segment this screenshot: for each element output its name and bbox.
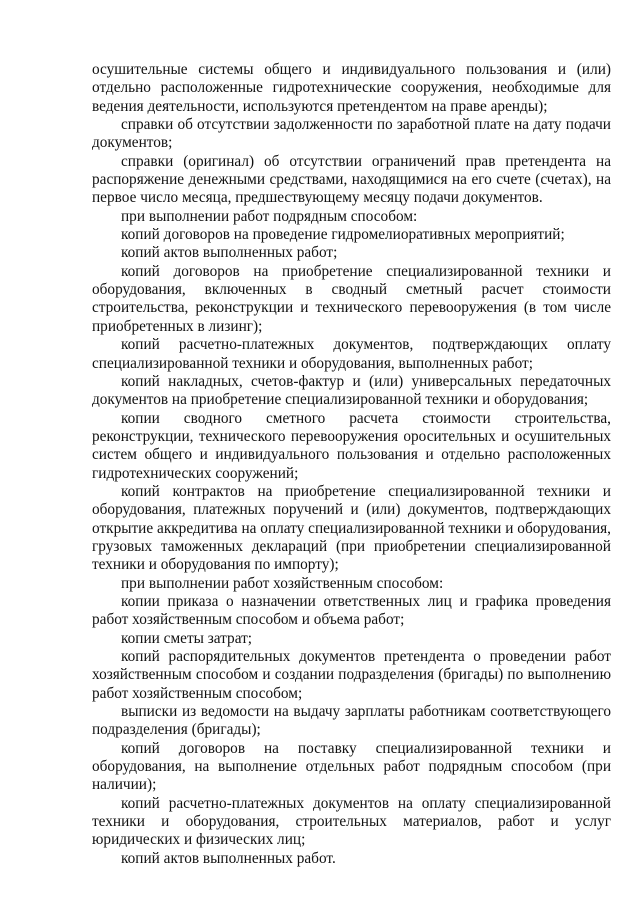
- paragraph: копий контрактов на приобретение специализированной техники и оборудования, платежных поручений и (или) документов, подтверждающих открытие аккредитива на оплату специализированной техники и оборудования, грузовых таможенных деклараций (при приобретении специализированной техники и оборудования по импорту);: [92, 482, 611, 574]
- paragraph: справки об отсутствии задолженности по заработной плате на дату подачи документов;: [92, 116, 611, 152]
- paragraph: копий расчетно-платежных документов, подтверждающих оплату специализированной техники и оборудования, выполненных работ;: [92, 336, 611, 372]
- paragraph: осушительные системы общего и индивидуального пользования и (или) отдельно расположенные гидротехнические сооружения, необходимые для ведения деятельности, используются претендентом на праве аренды);: [92, 61, 611, 115]
- paragraph: копий расчетно-платежных документов на оплату специализированной техники и оборудования, строительных материалов, работ и услуг юридических и физических лиц;: [92, 794, 611, 849]
- paragraph: выписки из ведомости на выдачу зарплаты работникам соответствующего подразделения (бригады);: [92, 703, 611, 739]
- paragraph: копий договоров на проведение гидромелиоративных мероприятий;: [121, 226, 565, 244]
- paragraph: копии сметы затрат;: [121, 629, 253, 647]
- paragraph: при выполнении работ хозяйственным способом:: [121, 574, 444, 592]
- document-body: [92, 61, 611, 868]
- paragraph: копий договоров на приобретение специализированной техники и оборудования, включенных в сводный сметный расчет стоимости строительства, реконструкции и технического перевооружения (в том числе приобретенных в лизинг);: [92, 262, 611, 335]
- paragraph: копий актов выполненных работ.: [121, 849, 336, 867]
- paragraph: копий актов выполненных работ;: [121, 244, 338, 262]
- paragraph: копии приказа о назначении ответственных лиц и графика проведения работ хозяйственным способом и объема работ;: [92, 592, 611, 629]
- paragraph: копий накладных, счетов-фактур и (или) универсальных передаточных документов на приобретение специализированной техники и оборудования;: [92, 372, 611, 409]
- paragraph: копий договоров на поставку специализированной техники и оборудования, на выполнение отдельных работ подрядным способом (при наличии);: [92, 739, 611, 794]
- paragraph: справки (оригинал) об отсутствии ограничений прав претендента на распоряжение денежными средствами, находящимися на его счете (счетах), на первое число месяца, предшествующему месяцу подачи документов.: [92, 152, 611, 207]
- paragraph: при выполнении работ подрядным способом:: [121, 207, 418, 225]
- paragraph: копии сводного сметного расчета стоимости строительства, реконструкции, технического перевооружения оросительных и осушительных систем общего и индивидуального пользования и отдельно расположенных гидротехнических сооружений;: [92, 409, 611, 482]
- paragraph: копий распорядительных документов претендента о проведении работ хозяйственным способом и создании подразделения (бригады) по выполнению работ хозяйственным способом;: [92, 648, 611, 702]
